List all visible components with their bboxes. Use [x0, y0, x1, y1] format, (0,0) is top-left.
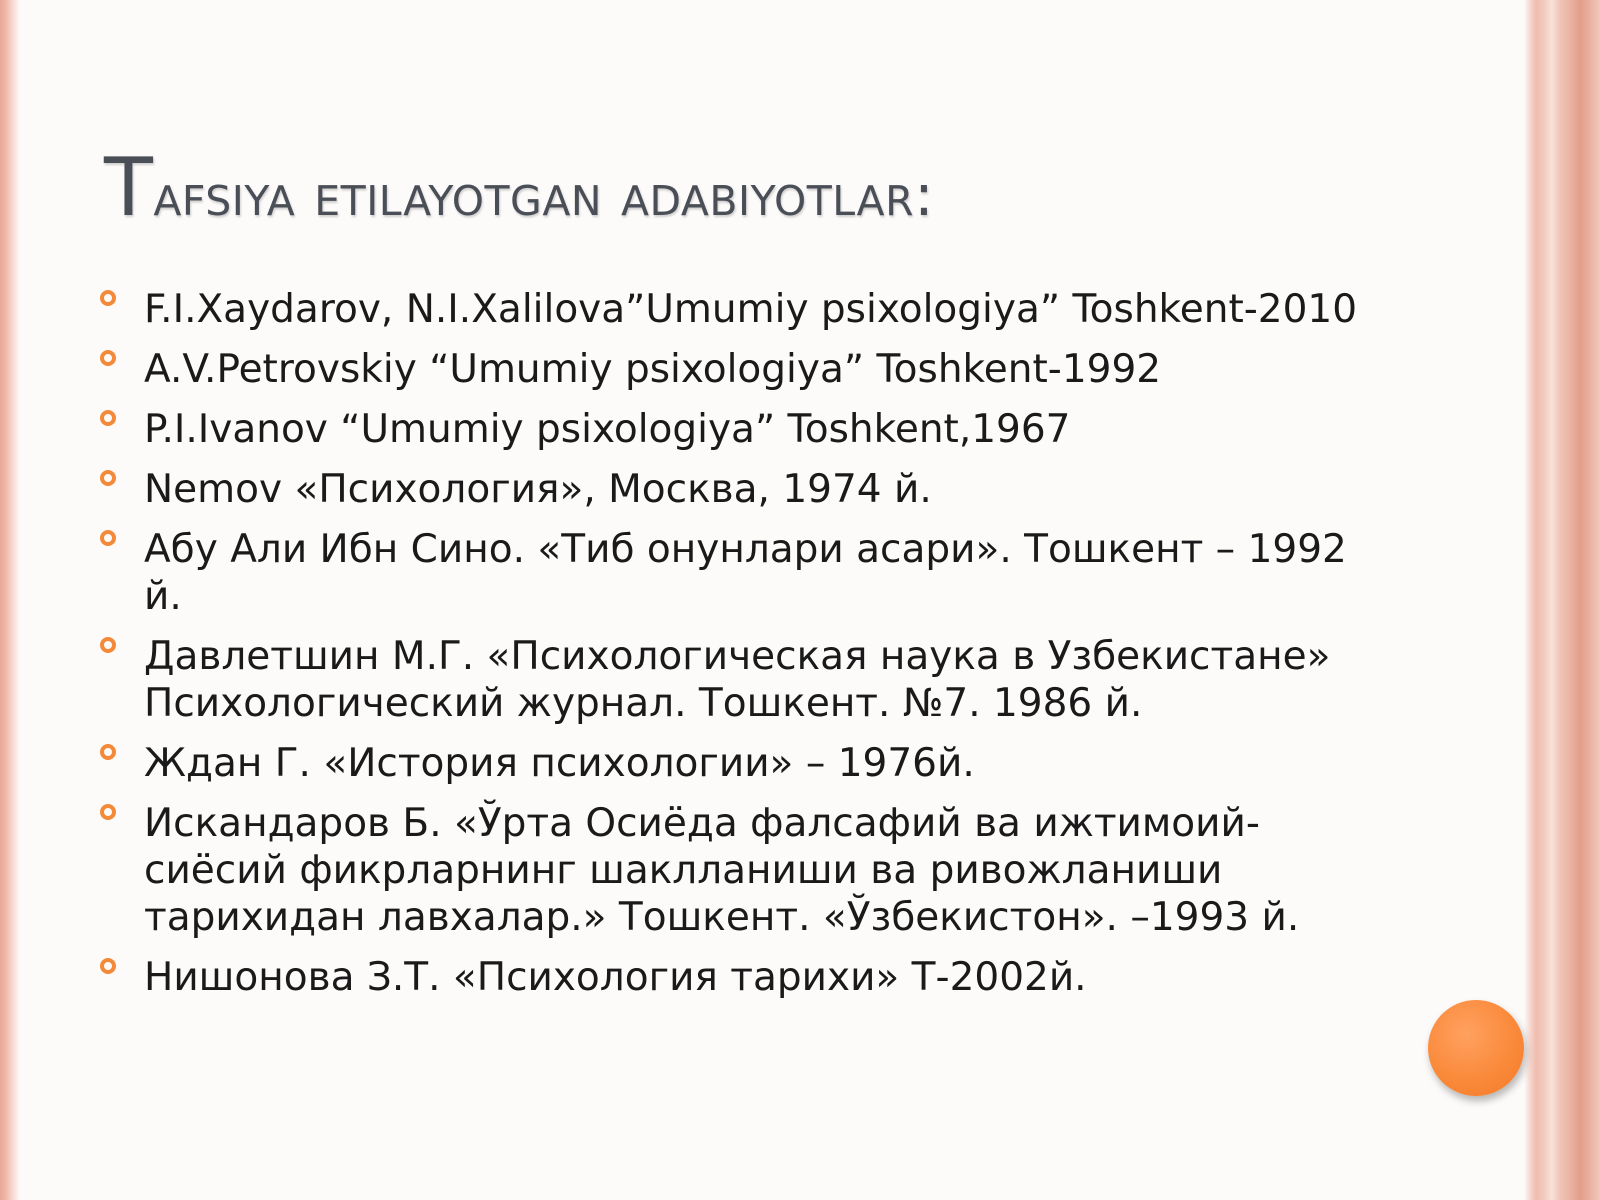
- list-item-text: Нишонова З.Т. «Психология тарихи» Т-2002й.: [144, 955, 1087, 1000]
- hollow-circle-bullet-icon: [100, 410, 116, 426]
- list-item: [100, 633, 1360, 727]
- hollow-circle-bullet-icon: [100, 470, 116, 486]
- list-item: [100, 740, 1360, 787]
- hollow-circle-bullet-icon: [100, 958, 116, 974]
- left-border-decoration: [0, 0, 20, 1200]
- list-item: [100, 286, 1360, 333]
- list-item: [100, 954, 1360, 1001]
- list-item-text: A.V.Petrovskiy “Umumiy psixologiya” Toshkent-1992: [144, 347, 1162, 392]
- slide-title: Tafsiya etilayotgan adabiyotlar:: [104, 141, 935, 234]
- list-item: [100, 526, 1360, 620]
- list-item-text: Абу Али Ибн Сино. «Тиб онунлари асари». Тошкент – 1992 й.: [144, 527, 1347, 619]
- list-item: [100, 406, 1360, 453]
- orange-circle-icon: [1428, 1000, 1524, 1096]
- hollow-circle-bullet-icon: [100, 637, 116, 653]
- list-item-text: F.I.Xaydarov, N.I.Xalilova”Umumiy psixologiya” Toshkent-2010: [144, 287, 1358, 332]
- list-item-text: P.I.Ivanov “Umumiy psixologiya” Toshkent,1967: [144, 407, 1071, 452]
- list-item: [100, 466, 1360, 513]
- list-item: [100, 346, 1360, 393]
- list-item-text: Ждан Г. «История психологии» – 1976й.: [144, 741, 975, 786]
- list-item-text: Давлетшин М.Г. «Психологическая наука в Узбекистане» Психологический журнал. Тошкент. №7. 1986 й.: [144, 634, 1331, 726]
- hollow-circle-bullet-icon: [100, 804, 116, 820]
- references-list: [100, 286, 1360, 1014]
- list-item-text: Nemov «Психология», Москва, 1974 й.: [144, 467, 932, 512]
- hollow-circle-bullet-icon: [100, 350, 116, 366]
- hollow-circle-bullet-icon: [100, 744, 116, 760]
- right-border-decoration: [1524, 0, 1600, 1200]
- hollow-circle-bullet-icon: [100, 530, 116, 546]
- list-item: [100, 800, 1360, 941]
- hollow-circle-bullet-icon: [100, 290, 116, 306]
- list-item-text: Искандаров Б. «Ўрта Осиёда фалсафий ва ижтимоий-сиёсий фикрларнинг шаклланиши ва ривожланиши тарихидан лавхалар.» Тошкент. «Ўзбекистон». –1993 й.: [144, 801, 1300, 940]
